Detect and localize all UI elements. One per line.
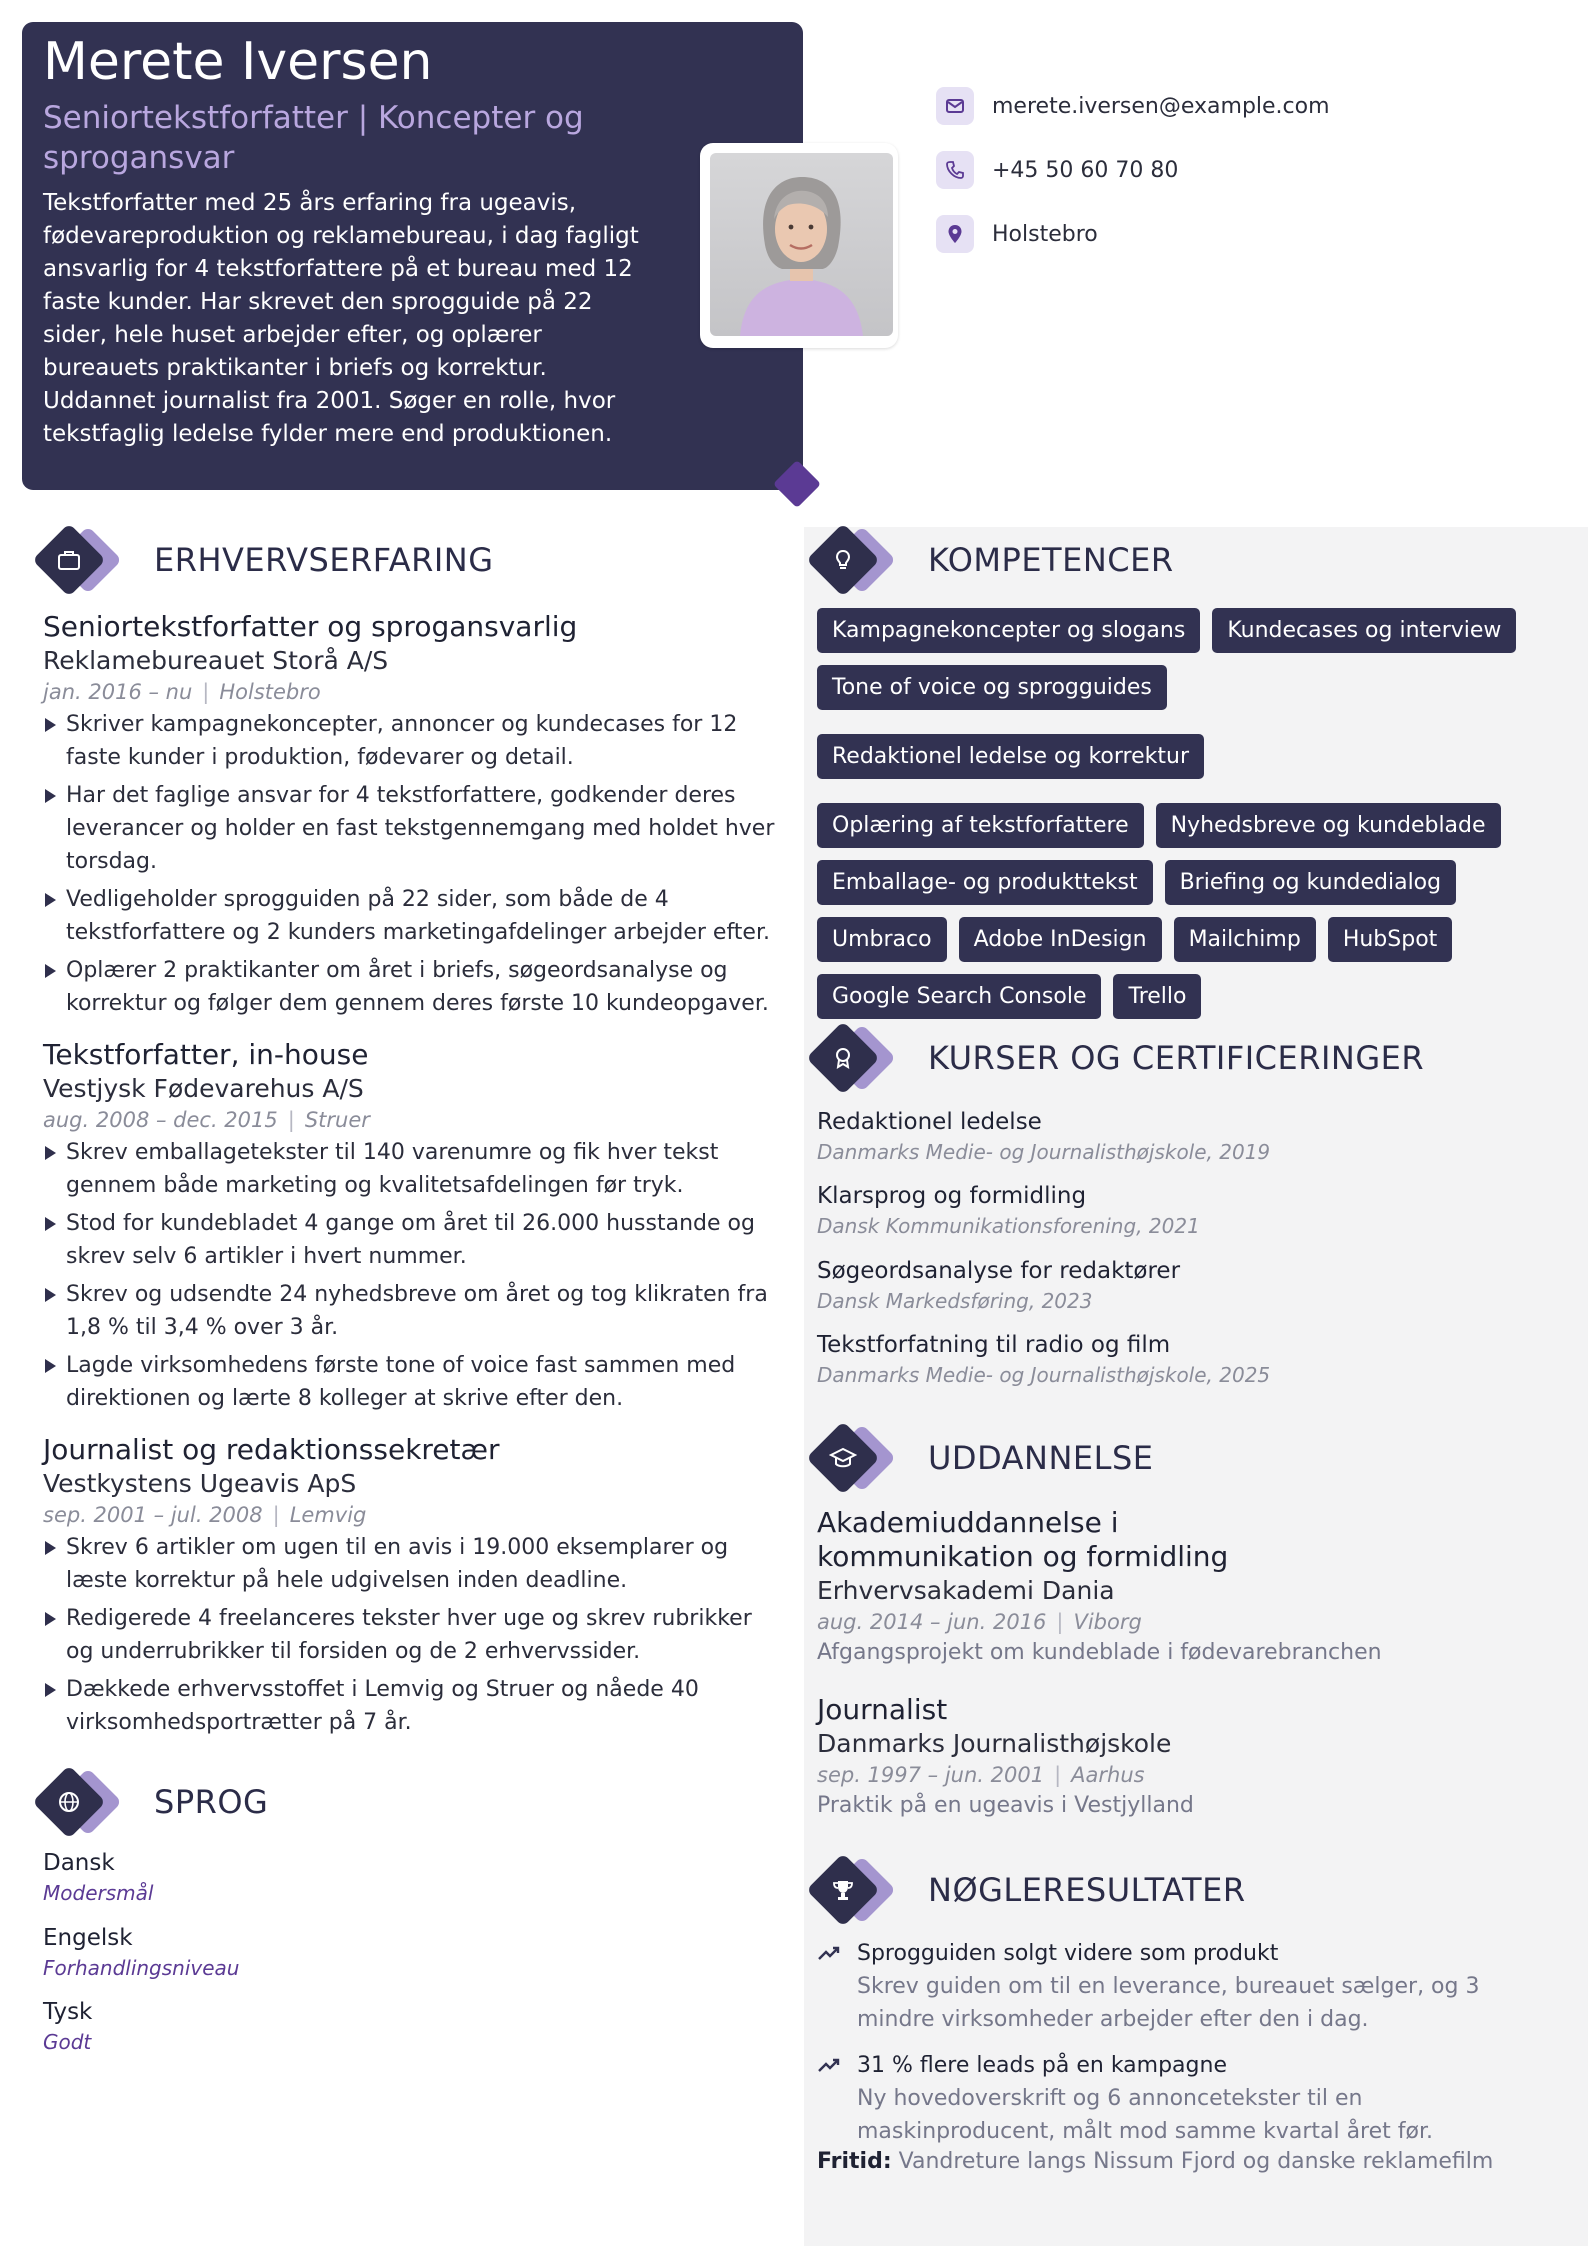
skills-tag-list (817, 608, 1517, 1019)
education-period: sep. 1997 – jun. 2001 (817, 1763, 1045, 1787)
job-bullet: Stod for kundebladet 4 gange om året til 26.000 husstande og skrev selv 6 artikler i hvert nummer. (43, 1207, 778, 1273)
course-name: Redaktionel ledelse (817, 1109, 1042, 1135)
languages-title: SPROG (154, 1783, 269, 1821)
job-bullet: Har det faglige ansvar for 4 tekstforfattere, godkender deres leverancer og holder en fast tekstgennemgang med holdet hver torsdag. (43, 779, 778, 878)
trophy-icon (823, 1870, 863, 1910)
education-meta: sep. 1997 – jun. 2001 | Aarhus (817, 1763, 1145, 1787)
skill-tag: Adobe InDesign (959, 917, 1162, 962)
courses-title: KURSER OG CERTIFICERINGER (928, 1039, 1425, 1077)
mail-icon (936, 87, 974, 125)
language-item (43, 1848, 153, 1908)
results-section-header (808, 1853, 1246, 1927)
job-bullet: Dækkede erhvervsstoffet i Lemvig og Struer og nåede 40 virksomhedsportrætter på 7 år. (43, 1673, 778, 1739)
course-item (817, 1330, 1270, 1390)
experience-item (43, 1038, 778, 1420)
hobbies-text: Vandreture langs Nissum Fjord og danske reklamefilm (898, 2149, 1494, 2174)
job-bullet: Skrev 6 artikler om ugen til en avis i 19.000 eksemplarer og læste korrektur på hele udgivelsen inden deadline. (43, 1531, 778, 1597)
location-pin-icon (936, 215, 974, 253)
experience-section-header (34, 523, 494, 597)
course-item (817, 1181, 1200, 1241)
result-title: Sprogguiden solgt videre som produkt (857, 1941, 1279, 1966)
job-meta: sep. 2001 – jul. 2008 | Lemvig (43, 1503, 367, 1527)
course-name: Tekstforfatning til radio og film (817, 1332, 1171, 1358)
language-level: Godt (43, 2030, 92, 2054)
language-name: Tysk (43, 1999, 93, 2025)
course-meta: Dansk Markedsføring, 2023 (817, 1289, 1093, 1313)
education-period: aug. 2014 – jun. 2016 (817, 1610, 1047, 1634)
language-level: Forhandlingsniveau (43, 1956, 240, 1980)
job-title: Tekstforfatter, in-house (43, 1038, 369, 1071)
education-note: Praktik på en ugeavis i Vestjylland (817, 1793, 1194, 1818)
results-title: NØGLERESULTATER (928, 1871, 1246, 1909)
candidate-name: Merete Iversen (43, 32, 433, 92)
language-name: Engelsk (43, 1925, 133, 1951)
education-degree: Akademiuddannelse i kommunikation og formidling (817, 1506, 1229, 1573)
candidate-title: Seniortekstforfatter | Koncepter og sprogansvar (43, 100, 584, 176)
contact-email[interactable] (936, 86, 1330, 126)
job-period: sep. 2001 – jul. 2008 (43, 1503, 263, 1527)
job-meta: aug. 2008 – dec. 2015 | Struer (43, 1108, 370, 1132)
job-title: Seniortekstforfatter og sprogansvarlig (43, 610, 578, 643)
job-period: aug. 2008 – dec. 2015 (43, 1108, 278, 1132)
skill-tag: Trello (1113, 974, 1201, 1019)
company-name: Vestjysk Fødevarehus A/S (43, 1074, 364, 1103)
education-degree: Journalist (817, 1693, 948, 1726)
course-item (817, 1256, 1180, 1316)
email-text: merete.iversen@example.com (992, 93, 1330, 119)
award-icon (823, 1038, 863, 1078)
education-location: Viborg (1073, 1610, 1142, 1634)
language-item (43, 1923, 239, 1983)
result-item (817, 2050, 1537, 2148)
graduation-cap-icon (823, 1438, 863, 1478)
job-bullet: Skriver kampagnekoncepter, annoncer og kundecases for 12 faste kunder i produktion, fødevarer og detail. (43, 708, 778, 774)
briefcase-icon (49, 540, 89, 580)
company-name: Reklamebureauet Storå A/S (43, 646, 389, 675)
skills-section-header (808, 523, 1174, 597)
course-item (817, 1107, 1270, 1167)
skills-title: KOMPETENCER (928, 541, 1174, 579)
skill-tag: Kampagnekoncepter og slogans (817, 608, 1200, 653)
experience-item (43, 610, 778, 1025)
job-title: Journalist og redaktionssekretær (43, 1433, 500, 1466)
job-location: Holstebro (219, 680, 321, 704)
contact-location (936, 214, 1098, 254)
education-location: Aarhus (1071, 1763, 1145, 1787)
skill-tag: Mailchimp (1174, 917, 1316, 962)
education-section-header (808, 1421, 1153, 1495)
job-location: Struer (304, 1108, 370, 1132)
result-description: Ny hovedoverskrift og 6 annoncetekster til en maskinproducent, målt mod samme kvartal året før. (857, 2086, 1433, 2144)
skill-tag: Emballage- og produkttekst (817, 860, 1153, 905)
phone-text: +45 50 60 70 80 (992, 157, 1179, 183)
job-period: jan. 2016 – nu (43, 680, 193, 704)
skill-tag: Oplæring af tekstforfattere (817, 803, 1144, 848)
contact-phone[interactable] (936, 150, 1178, 190)
course-name: Klarsprog og formidling (817, 1183, 1087, 1209)
skill-tag: Google Search Console (817, 974, 1101, 1019)
job-bullet: Skrev emballagetekster til 140 varenumre og fik hver tekst gennem både marketing og kvalitetsafdelingen før tryk. (43, 1136, 778, 1202)
education-title: UDDANNELSE (928, 1439, 1154, 1477)
header-panel (22, 22, 803, 490)
job-bullet: Skrev og udsendte 24 nyhedsbreve om året og tog klikraten fra 1,8 % til 3,4 % over 3 år. (43, 1278, 778, 1344)
skill-tag: Kundecases og interview (1212, 608, 1516, 653)
profile-summary: Tekstforfatter med 25 års erfaring fra ugeavis, fødevareproduktion og reklamebureau, i dag fagligt ansvarlig for 4 tekstforfattere på et bureau med 12 faste kunder. Har skrevet den sprogguide på 22 sider, hele huset arbejder efter, og oplærer bureauets praktikanter i briefs og korrektur. Uddannet journalist fra 2001. Søger en rolle, hvor tekstfaglig ledelse fylder mere end produktionen. (43, 190, 639, 447)
job-bullet: Oplærer 2 praktikanter om året i briefs, søgeordsanalyse og korrektur og følger dem gennem deres første 10 kundeopgaver. (43, 954, 778, 1020)
skill-tag: Briefing og kundedialog (1165, 860, 1457, 905)
profile-photo-frame (700, 143, 898, 348)
language-item (43, 1997, 92, 2057)
result-description: Skrev guiden om til en leverance, bureauet sælger, og 3 mindre virksomheder arbejder efter den i dag. (857, 1974, 1480, 2032)
education-school: Erhvervsakademi Dania (817, 1576, 1115, 1605)
experience-item (43, 1433, 778, 1744)
skill-tag: Redaktionel ledelse og korrektur (817, 734, 1204, 779)
courses-section-header (808, 1021, 1424, 1095)
job-bullet: Redigerede 4 freelanceres tekster hver uge og skrev rubrikker og underrubrikker til forsiden og de 2 erhvervssider. (43, 1602, 778, 1668)
education-meta: aug. 2014 – jun. 2016 | Viborg (817, 1610, 1142, 1634)
globe-icon (49, 1782, 89, 1822)
trending-up-icon (817, 2050, 857, 2148)
education-note: Afgangsprojekt om kundeblade i fødevarebranchen (817, 1640, 1382, 1665)
education-item (817, 1506, 1537, 1669)
profile-photo (710, 153, 893, 336)
result-item (817, 1938, 1537, 2036)
skill-tag: Tone of voice og sprogguides (817, 665, 1167, 710)
course-name: Søgeordsanalyse for redaktører (817, 1258, 1181, 1284)
trending-up-icon (817, 1938, 857, 2036)
job-bullet: Vedligeholder sprogguiden på 22 sider, som både de 4 tekstforfattere og 2 kunders marketingafdelinger arbejder efter. (43, 883, 778, 949)
languages-section-header (34, 1765, 268, 1839)
skill-tag: HubSpot (1328, 917, 1452, 962)
education-item (817, 1693, 1537, 1822)
location-text: Holstebro (992, 221, 1098, 247)
hobbies-line (817, 2146, 1493, 2178)
skill-tag: Umbraco (817, 917, 947, 962)
lightbulb-icon (823, 540, 863, 580)
company-name: Vestkystens Ugeavis ApS (43, 1469, 357, 1498)
job-location: Lemvig (289, 1503, 367, 1527)
course-meta: Dansk Kommunikationsforening, 2021 (817, 1214, 1200, 1238)
course-meta: Danmarks Medie- og Journalisthøjskole, 2019 (817, 1140, 1271, 1164)
skill-tag: Nyhedsbreve og kundeblade (1156, 803, 1501, 848)
language-level: Modersmål (43, 1881, 154, 1905)
experience-title: ERHVERVSERFARING (154, 541, 494, 579)
language-name: Dansk (43, 1850, 115, 1876)
course-meta: Danmarks Medie- og Journalisthøjskole, 2025 (817, 1363, 1271, 1387)
job-meta: jan. 2016 – nu | Holstebro (43, 680, 321, 704)
hobbies-label: Fritid: (817, 2149, 892, 2174)
education-school: Danmarks Journalisthøjskole (817, 1729, 1172, 1758)
phone-icon (936, 151, 974, 189)
result-title: 31 % flere leads på en kampagne (857, 2053, 1227, 2078)
job-bullet: Lagde virksomhedens første tone of voice fast sammen med direktionen og lærte 8 kolleger at skrive efter den. (43, 1349, 778, 1415)
